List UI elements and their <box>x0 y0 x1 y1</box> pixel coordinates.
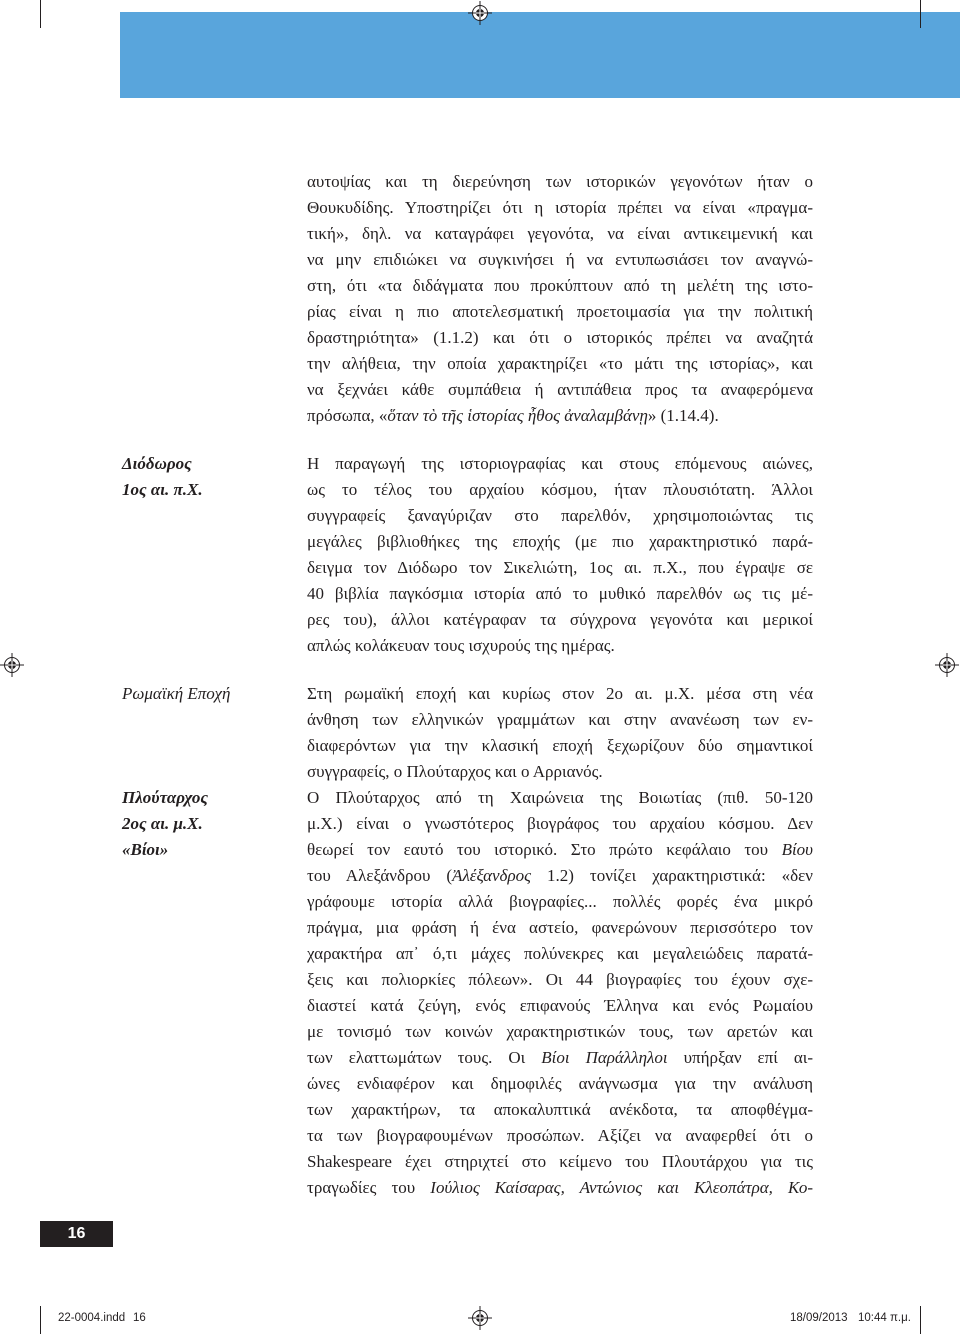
sidenote-heading: Διόδωρος <box>122 454 192 473</box>
sidenote-diodorus <box>122 451 297 503</box>
text-line: μ.Χ.) είναι ο γνωστότερος βιογράφος του αρχαίου κόσμου. Δεν <box>307 814 813 833</box>
crop-mark-top-left <box>40 0 41 28</box>
text-line: γράφουμε ιστορία αλλά βιογραφίες... πολλές φορές ένα μικρό <box>307 892 813 911</box>
text-line: Shakespeare έχει στηριχτεί στο κείμενο του Πλουτάρχου για τις <box>307 1152 813 1171</box>
registration-mark-icon <box>468 1306 492 1330</box>
slug-date: 18/09/2013 <box>790 1312 848 1324</box>
crop-mark-top-right <box>920 0 921 28</box>
text-line: ξεις και πολιορκίες πόλεων». Οι 44 βιογραφίες του έχουν σχε- <box>307 970 813 989</box>
text-line: Ο Πλούταρχος από τη Χαιρώνεια της Βοιωτίας (πιθ. 50-120 <box>307 788 813 807</box>
text-line: χαρακτήρα απ᾽ ό,τι μάχες πολύνεκρες και μεγαλειώδεις παρατά- <box>307 944 813 963</box>
text-line: τα των βιογραφουμένων προσώπων. Αξίζει να αναφερθεί ότι ο <box>307 1126 813 1145</box>
text-line: άνθηση των ελληνικών γραμμάτων και στην ανανέωση των εν- <box>307 710 813 729</box>
text-line: δειγμα τον Διόδωρο τον Σικελιώτη, 1ος αι. π.Χ., που έγραψε σε <box>307 558 813 577</box>
text-line <box>307 837 813 863</box>
text-line: συγγραφείς ξαναγύριζαν στο παρελθόν, χρησιμοποιώντας τις <box>307 506 813 525</box>
text-line: μεγάλες βιβλιοθήκες της εποχής (με πιο χαρακτηριστικό παρά- <box>307 532 813 551</box>
text-line: αυτοψίας και τη διερεύνηση των ιστορικών γεγονότων ήταν ο <box>307 172 813 191</box>
sidenote-plutarch <box>122 785 297 863</box>
body-paragraph <box>307 681 813 785</box>
text-run: τραγωδίες του <box>307 1178 431 1197</box>
sidenote-roman-era <box>122 681 297 707</box>
text-run: 1.2) τονίζει χαρακτηριστικά: «δεν <box>531 866 813 885</box>
registration-mark-icon <box>935 653 959 677</box>
body-paragraph <box>307 169 813 429</box>
text-line: τική», δηλ. να καταγράφει γεγονότα, να είναι αντικειμενική και <box>307 224 813 243</box>
text-line: 40 βιβλία παγκόσμια ιστορία από το μυθικό παρελθόν ως τις μέ- <box>307 584 813 603</box>
text-line: ώνες ενδιαφέρον και δημοφιλές ανάγνωσμα για την ανάλυση <box>307 1074 813 1093</box>
text-run: του Αλεξάνδρου ( <box>307 866 453 885</box>
italic-run: Βίου <box>781 840 813 859</box>
text-line: ρίας είναι η πιο αποτελεσματική προετοιμασία για την πολιτική <box>307 302 813 321</box>
text-line: στη, ότι «τα διδάγματα που προκύπτουν από τη μελέτη της ιστο- <box>307 276 813 295</box>
sidenote-heading: Πλούταρχος <box>122 788 208 807</box>
text-line <box>307 863 813 889</box>
text-line: δραστηριότητα» (1.1.2) και ότι ο ιστορικός πρέπει να αναζητά <box>307 328 813 347</box>
text-run: » (1.14.4). <box>647 406 719 425</box>
italic-run: Βίοι Παράλληλοι <box>541 1048 668 1067</box>
header-band <box>120 12 960 98</box>
text-line: να ξεχνάει κάθε συμπάθεια ή αντιπάθεια προς τα αναφερόμενα <box>307 380 813 399</box>
sidenote-period: 2ος αι. μ.Χ. <box>122 814 203 833</box>
text-line: την αλήθεια, την οποία χαρακτηρίζει «το μάτι της ιστορίας», και <box>307 354 813 373</box>
registration-mark-icon <box>0 653 24 677</box>
text-run: των ελαττωμάτων τους. Οι <box>307 1048 542 1067</box>
text-line: απλώς κολάκευαν τους ισχυρούς της ημέρας. <box>307 636 615 655</box>
text-run: πρόσωπα, « <box>307 406 388 425</box>
text-line: Στη ρωμαϊκή εποχή και κυρίως στον 2ο αι. μ.Χ. μέσα στη νέα <box>307 684 813 703</box>
slug-page: 16 <box>133 1312 146 1324</box>
slug-filename: 22-0004.indd <box>58 1312 126 1324</box>
crop-mark-bottom-left <box>40 1306 41 1334</box>
text-line: των χαρακτήρων, τα αποκαλυπτικά ανέκδοτα, τα αποφθέγμα- <box>307 1100 813 1119</box>
registration-mark-icon <box>468 1 492 25</box>
page-number: 16 <box>40 1221 113 1247</box>
body-paragraph <box>307 451 813 659</box>
text-line: συγγραφείς, ο Πλούταρχος και ο Αρριανός. <box>307 762 603 781</box>
text-line <box>307 403 813 429</box>
slug-time: 10:44 π.μ. <box>858 1312 911 1324</box>
text-line: Η παραγωγή της ιστοριογραφίας και στους επόμενους αιώνες, <box>307 454 813 473</box>
sidenote-heading: Ρωμαϊκή Εποχή <box>122 684 231 703</box>
sidenote-work: «Βίοι» <box>122 840 169 859</box>
text-line <box>307 1175 813 1201</box>
sidenote-period: 1ος αι. π.Χ. <box>122 480 203 499</box>
text-run: υπήρξαν επί αι- <box>667 1048 813 1067</box>
text-line: με τονισμό των κοινών χαρακτηριστικών τους, των αρετών και <box>307 1022 813 1041</box>
body-paragraph <box>307 785 813 1201</box>
text-line: Θουκυδίδης. Υποστηρίζει ότι η ιστορία πρέπει να είναι «πραγμα- <box>307 198 813 217</box>
text-line: ως το τέλος του αρχαίου κόσμου, ήταν πλουσιότατη. Άλλοι <box>307 480 813 499</box>
text-run: θεωρεί τον εαυτό του ιστορικό. Στο πρώτο κεφάλαιο του <box>307 840 782 859</box>
text-line: ρες του), άλλοι κατέγραφαν τα σύγχρονα γεγονότα και μερικοί <box>307 610 813 629</box>
text-line: πράγμα, μια φράση ή ένα αστείο, φανερώνουν περισσότερο τον <box>307 918 813 937</box>
italic-run: Ἀλέξανδρος <box>452 866 532 885</box>
crop-mark-bottom-right <box>920 1306 921 1334</box>
text-line: να μην επιδιώκει να συγκινήσει ή να εντυπωσιάσει τον αναγνώ- <box>307 250 813 269</box>
text-line <box>307 1045 813 1071</box>
italic-run: ὅταν τὸ τῆς ἱστορίας ἦθος ἀναλαμβάνῃ <box>387 406 648 425</box>
text-line: διαφερόντων για την κλασική εποχή ξεχωρίζουν δύο σημαντικοί <box>307 736 813 755</box>
text-line: διαστεί κατά ζεύγη, ενός επιφανούς Έλληνα και ενός Ρωμαίου <box>307 996 813 1015</box>
italic-run: Ιούλιος Καίσαρας, Αντώνιος και Κλεοπάτρα, Κο- <box>430 1178 813 1197</box>
